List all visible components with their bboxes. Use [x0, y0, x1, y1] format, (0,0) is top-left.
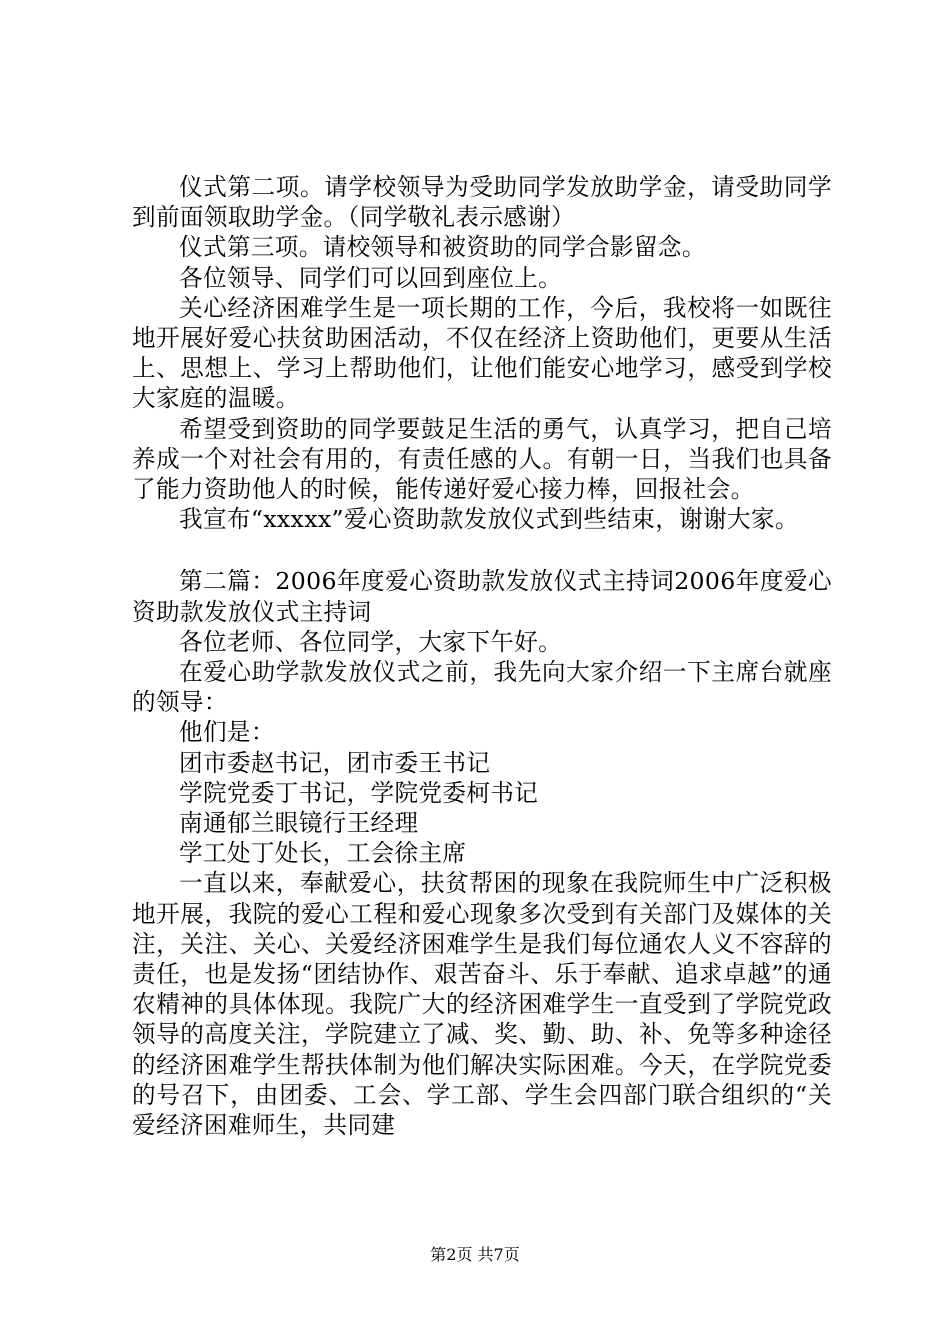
- page-number-footer: 第2页 共7页: [430, 1245, 520, 1264]
- paragraph: 各位老师、各位同学，大家下午好。: [179, 627, 563, 656]
- paragraph: 学院党委丁书记，学院党委柯书记: [179, 778, 539, 807]
- paragraph: 团市委赵书记，团市委王书记: [179, 748, 491, 777]
- paragraph: 一直以来，奉献爱心，扶贫帮困的现象在我院师生中广泛积极地开展，我院的爱心工程和爱心现象多次受到有关部门及媒体的关注，关注、关心、关爱经济困难学生是我们每位通农人义不容辞的责任，也是发扬“团结协作、艰苦奋斗、乐于奉献、追求卓越”的通农精神的具体体现。我院广大的经济困难学生一直受到了学院党政领导的高度关注，学院建立了减、奖、勤、助、补、免等多种途径的经济困难学生帮扶体制为他们解决实际困难。今天，在学院党委的号召下，由团委、工会、学工部、学生会四部门联合组织的“关爱经济困难师生，共同建: [132, 869, 832, 1140]
- paragraph: 学工处丁处长，工会徐主席: [179, 839, 467, 868]
- section-heading: 第二篇：2006年度爱心资助款发放仪式主持词2006年度爱心资助款发放仪式主持词: [132, 567, 832, 626]
- section-divider-space: [132, 534, 832, 566]
- paragraph: 仪式第二项。请学校领导为受助同学发放助学金，请受助同学到前面领取助学金。（同学敬礼表示感谢）: [132, 173, 832, 232]
- paragraph: 关心经济困难学生是一项长期的工作，今后，我校将一如既往地开展好爱心扶贫助困活动，不仅在经济上资助他们，更要从生活上、思想上、学习上帮助他们，让他们能安心地学习，感受到学校大家庭的温暖。: [132, 293, 832, 413]
- document-body: [132, 172, 832, 1140]
- paragraph: 我宣布“xxxxx”爱心资助款发放仪式到些结束，谢谢大家。: [179, 505, 799, 534]
- paragraph: 在爱心助学款发放仪式之前，我先向大家介绍一下主席台就座的领导：: [132, 658, 832, 717]
- paragraph: 他们是：: [179, 718, 275, 747]
- paragraph: 各位领导、同学们可以回到座位上。: [179, 263, 563, 292]
- paragraph: 南通郁兰眼镜行王经理: [179, 809, 419, 838]
- paragraph: 仪式第三项。请校领导和被资助的同学合影留念。: [179, 233, 706, 262]
- paragraph: 希望受到资助的同学要鼓足生活的勇气，认真学习，把自己培养成一个对社会有用的，有责任感的人。有朝一日，当我们也具备了能力资助他人的时候，能传递好爱心接力棒，回报社会。: [132, 414, 832, 504]
